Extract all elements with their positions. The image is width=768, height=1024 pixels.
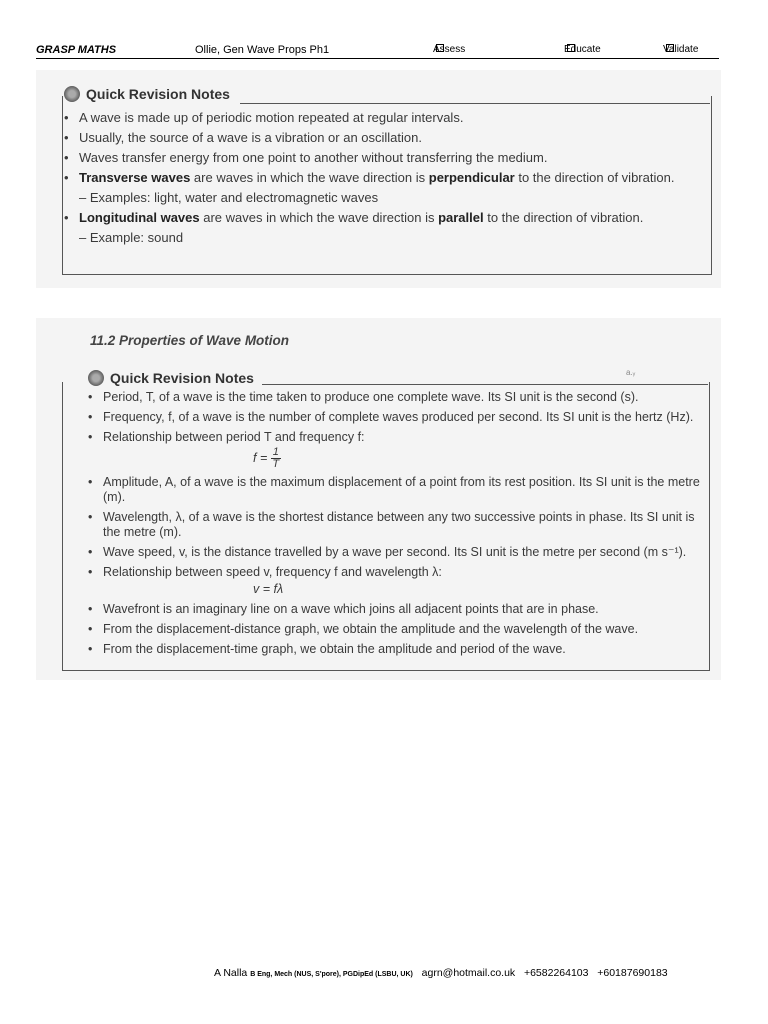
list-item: • Period, T, of a wave is the time taken to produce one complete wave. Its SI unit is the second (s). (88, 390, 708, 405)
formula-wave-speed: v = fλ (253, 582, 284, 596)
heading-rule-1 (240, 103, 710, 104)
list-item: • A wave is made up of periodic motion repeated at regular intervals. (64, 110, 704, 125)
section-title: 11.2 Properties of Wave Motion (90, 333, 290, 348)
list-item: • Relationship between period T and frequency f: f = $\frac{1}{T}$ (88, 430, 708, 470)
validate-label: Validate (663, 44, 699, 55)
list-item: • From the displacement-time graph, we obtain the amplitude and period of the wave. (88, 642, 708, 657)
notes-badge-icon (88, 370, 104, 386)
notes-list-1 (64, 110, 704, 250)
list-item: • Relationship between speed v, frequency f and wavelength λ: v = fλ (88, 565, 708, 597)
list-subitem: – Example: sound (79, 230, 184, 245)
page-footer (214, 967, 668, 979)
notes-heading-1 (64, 86, 230, 102)
fraction: $\frac{1}{T}$ (272, 446, 280, 470)
phone-my: +60187690183 (597, 967, 668, 979)
phone-sg: +6582264103 (523, 967, 589, 979)
author-qualifications: B Eng, Mech (NUS, S'pore), PGDipEd (LSBU, UK) (250, 971, 413, 978)
margin-mark: a.ᵧ (626, 368, 636, 377)
author-name: A Nalla (214, 967, 248, 979)
list-item: • Usually, the source of a wave is a vibration or an oscillation. (64, 130, 704, 145)
author-email[interactable]: agrn@hotmail.co.uk (421, 967, 516, 979)
assess-checkbox[interactable] (436, 44, 444, 52)
notes-heading-2-text: Quick Revision Notes (110, 370, 254, 386)
assess-label: Assess (433, 44, 466, 55)
list-item: • Transverse waves are waves in which the wave direction is perpendicular to the direction of vibration. (64, 170, 704, 185)
document-title: Ollie, Gen Wave Props Ph1 (195, 44, 330, 56)
list-item: • Longitudinal waves are waves in which the wave direction is parallel to the direction of vibration. (64, 210, 704, 225)
list-item: • Wavefront is an imaginary line on a wave which joins all adjacent points that are in phase. (88, 602, 708, 617)
list-subitem: – Examples: light, water and electromagnetic waves (79, 190, 379, 205)
brand-name: GRASP MATHS (36, 44, 117, 56)
list-item: • Waves transfer energy from one point to another without transferring the medium. (64, 150, 704, 165)
educate-checkbox[interactable] (567, 44, 575, 52)
list-item: • Wavelength, λ, of a wave is the shortest distance between any two successive points in phase. Its SI unit is the metre (m). (88, 510, 708, 540)
notes-badge-icon (64, 86, 80, 102)
list-item: • Wave speed, v, is the distance travelled by a wave per second. Its SI unit is the metre per second (m s⁻¹). (88, 545, 708, 560)
heading-rule-2 (262, 384, 708, 385)
notes-heading-1-text: Quick Revision Notes (86, 86, 230, 102)
list-item: • From the displacement-distance graph, we obtain the amplitude and the wavelength of the wave. (88, 622, 708, 637)
notes-list-2 (88, 390, 708, 662)
validate-checkbox[interactable] (666, 44, 674, 52)
list-item: • Amplitude, A, of a wave is the maximum displacement of a point from its rest position. Its SI unit is the metre (m). (88, 475, 708, 505)
formula-period-frequency: f = $\frac{1}{T}$ (253, 446, 280, 470)
educate-label: Educate (564, 44, 601, 55)
notes-heading-2 (88, 370, 254, 386)
list-item: • Frequency, f, of a wave is the number of complete waves produced per second. Its SI unit is the hertz (Hz). (88, 410, 708, 425)
page-header (36, 44, 719, 59)
